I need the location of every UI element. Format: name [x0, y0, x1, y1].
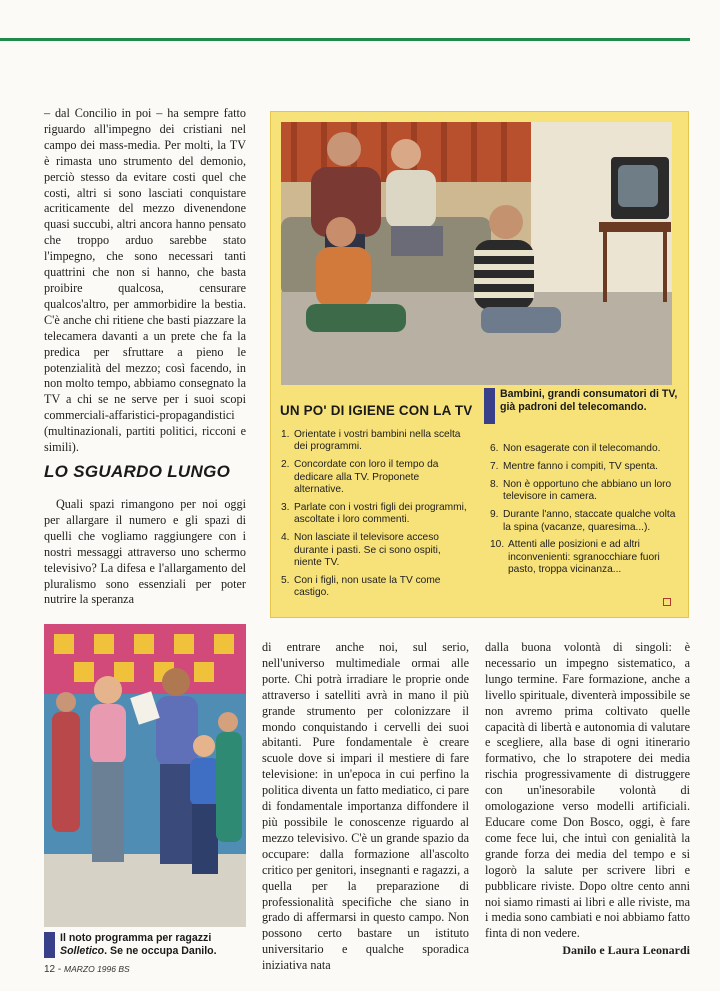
- caption-line-1: Il noto programma per ragazzi: [60, 932, 212, 944]
- tip-item: [281, 502, 471, 527]
- tip-number: 6.: [490, 443, 499, 454]
- caption-line-2: . Se ne occupa Danilo.: [104, 944, 217, 957]
- tip-number: 4.: [281, 532, 290, 544]
- column-2-paragraph: di entrare anche noi, sul serio, nell'universo multimediale ormai alle porte. Chi potrà irradiare le proprie onde attraverso i satelliti avrà in mano il più grande strumento per colonizzare il mondo conquistando i cervelli dei suoi abitanti. Pure fondamentale è creare scuole dove si impari il mestiere di fare televisione: in un'epoca in cui perfino la politica diventa un fatto mediatico, ci pare di fondamentale importanza diffondere il più possibile le conoscenze riguardo al mezzo televisivo. C'è un grande spazio da occupare: dalla formazione all'ascolto critico per genitori, insegnanti e ragazzi, a quella per la preparazione di professionalità specifiche che siano in grado di affermarsi in questo campo. Non possono certo bastare un istituto universitario e qualche sporadica iniziativa nata: [262, 640, 469, 973]
- end-of-box-square-icon: [663, 598, 671, 606]
- tip-text: Orientate i vostri bambini nella scelta dei programmi.: [294, 429, 461, 453]
- top-rule: [0, 38, 690, 41]
- tip-text: Attenti alle posizioni e ad altri inconvenienti: sgranocchiare fuori pasto, troppa vicinanza...: [508, 539, 660, 576]
- tip-text: Mentre fanno i compiti, TV spenta.: [503, 460, 658, 472]
- section-subheading: LO SGUARDO LUNGO: [44, 462, 231, 481]
- left-photo-caption-marker: [44, 932, 55, 958]
- article-column-2: [262, 640, 469, 974]
- left-photo-caption: [60, 932, 250, 957]
- box-title: UN PO' DI IGIENE CON LA TV: [280, 403, 473, 418]
- article-column-1: [44, 106, 246, 456]
- tip-item: [281, 459, 471, 496]
- page-footer: 12 - MARZO 1996 BS: [44, 964, 130, 975]
- page-number: 12: [44, 964, 56, 975]
- tip-item: [281, 575, 471, 600]
- tip-item: [490, 539, 680, 576]
- family-watching-tv-photo: [281, 122, 672, 385]
- tips-list-left: [281, 429, 471, 605]
- column-1-paragraph: – dal Concilio in poi – ha sempre fatto riguardo all'impegno dei cristiani nel campo dei mass-media. Per molti, la TV è rimasta uno strumento del demonio, perciò stesso da evitare costi quel che costi, altri si sono lasciati conquistare acriticamente del mezzo divenendone quasi succubi, altri ancora hanno pensato che troppo arduo sarebbe stato l'impegno, che sono necessari tanti quattrini che non si hanno, che basta proibire qualcosa, censurare qualcos'altro, per ammorbidire la bestia. C'è anche chi ritiene che basti piazzare la telecamera davanti a un prete che fa la predica per sfruttare a pieno le potenzialità del mezzo; così facendo, in non molto tempo, abbiamo consegnato la TV a chi se ne serve per i suoi scopi commerciali-affaristici-propagandistici (multinazionali, partiti politici, ricconi e simili).: [44, 106, 246, 455]
- tip-item: [490, 443, 680, 455]
- tip-item: [490, 461, 680, 473]
- tip-text: Non è opportuno che abbiano un loro televisore in camera.: [503, 478, 672, 503]
- tv-studio-illustration: [44, 624, 246, 927]
- tip-number: 9.: [490, 509, 499, 521]
- tip-number: 3.: [281, 502, 290, 514]
- tip-item: [281, 532, 471, 569]
- tip-number: 2.: [281, 459, 290, 471]
- tip-number: 10.: [490, 539, 505, 551]
- tip-item: [490, 479, 680, 504]
- tip-item: [490, 509, 680, 534]
- tip-text: Con i figli, non usate la TV come castigo.: [294, 575, 441, 599]
- tip-text: Non esagerate con il telecomando.: [503, 443, 661, 454]
- author-signature: Danilo e Laura Leonardi: [562, 943, 690, 957]
- solletico-show-photo: [44, 624, 246, 927]
- tip-text: Parlate con i vostri figli dei programmi, ascoltate i loro commenti.: [294, 502, 467, 526]
- caption-show-title: Solletico: [60, 944, 105, 957]
- tip-number: 5.: [281, 575, 290, 587]
- family-photo-illustration: [281, 122, 672, 385]
- tip-text: Concordate con loro il tempo da dedicare alla TV. Proponete alternative.: [294, 459, 439, 496]
- column-1-bottom-paragraph: Quali spazi rimangono per noi oggi per allargare il numero e gli spazi di quelli che vogliamo raggiungere con i nostri messaggi attraverso uno schermo televisivo? La difesa e l'allargamento del pluralismo sono essenziali per poter nutrire la speranza: [44, 497, 246, 607]
- tips-list-right: [490, 443, 680, 582]
- tip-text: Durante l'anno, staccate qualche volta la spina (vacanze, quaresima...).: [503, 509, 676, 533]
- article-column-3: [485, 640, 690, 942]
- column-3-paragraph: dalla buona volontà di singoli: è necessario un impegno sistematico, a lungo termine. Fare formazione, anche a livello spirituale, diventerà impossibile se non avremo prima coltivato quelle capacità di libertà e autonomia di valutare e scegliere, alla base di ogni itinerario formativo, che lo strapotere dei media rischia progressivamente di distruggere con un'inesorabile volontà di omologazione verso modelli artificiali. Educare come Don Bosco, oggi, è fare come fece lui, che intuì con genialità la grande forza dei media del tempo e si logorò la salute per scrivere libri e pubblicare riviste. Dopo oltre cento anni noi siamo rimasti ai libri e alle riviste, ma i media sono cambiati e noi abbiamo fatto finta di non vedere.: [485, 640, 690, 941]
- tip-number: 7.: [490, 460, 499, 472]
- article-column-1-bottom: [44, 497, 246, 608]
- tip-text: Non lasciate il televisore acceso durante i pasti. Se ci sono ospiti, niente TV.: [294, 532, 441, 569]
- family-photo-caption: Bambini, grandi consumatori di TV, già padroni del telecomando.: [500, 388, 678, 413]
- tip-number: 1.: [281, 429, 290, 440]
- issue-label: MARZO 1996 BS: [64, 964, 130, 974]
- tip-number: 8.: [490, 478, 499, 490]
- tip-item: [281, 429, 471, 454]
